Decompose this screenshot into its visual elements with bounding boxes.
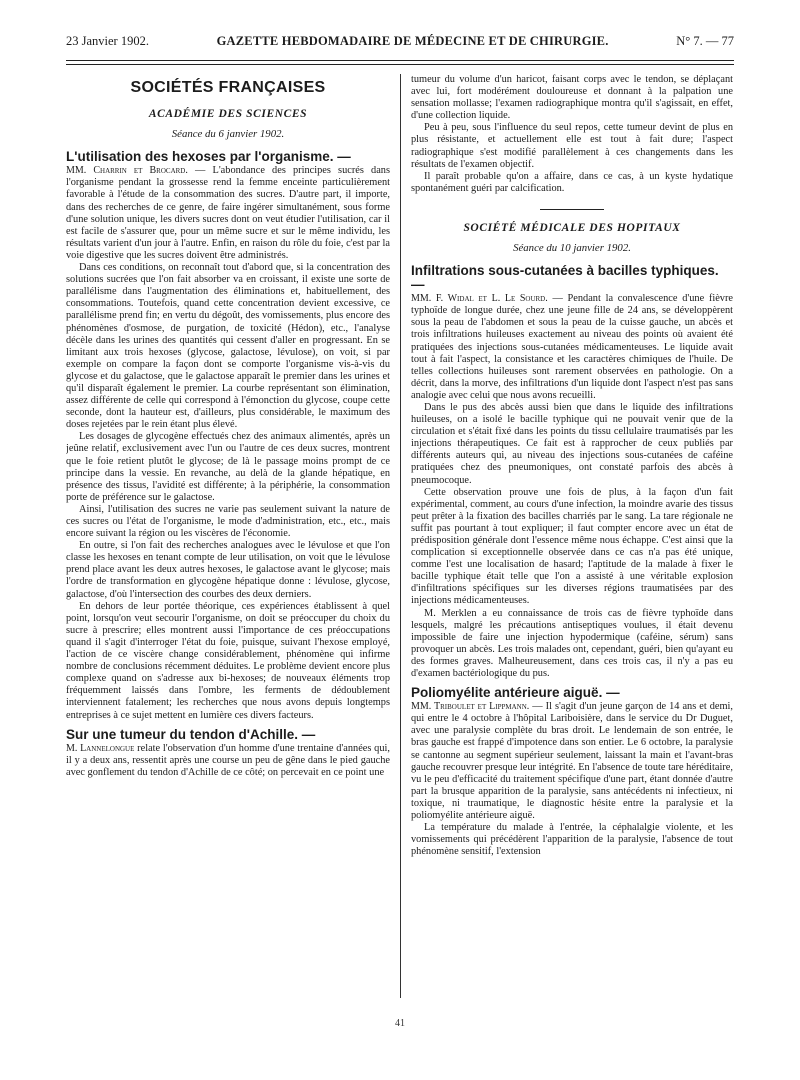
subsection-heading: ACADÉMIE DES SCIENCES xyxy=(148,108,308,121)
article-paragraph: Peu à peu, sous l'influence du seul repos, cette tumeur devint de plus en plus résistante, et actuellement elle est tout à fait dure; l'aspect radiographique s'est modifié parallèlement à ces changements dans les résultats de l'examen objectif. xyxy=(411,122,733,170)
article-paragraph: Il paraît probable qu'on a affaire, dans ce cas, à un kyste hydatique spontanément guéri par calcification. xyxy=(411,170,733,194)
article-paragraph: M. Merklen a eu connaissance de trois cas de fièvre typhoïde dans lesquels, malgré les précautions antiseptiques voulues, il était devenu impossible de faire une injection hypodermique (caféine, sérum) sans provoquer un abcès. Les trois malades ont, cependant, guéri, bien qu'ayant eu des formes graves. Malheureusement, dans ces trois cas, il n'y a pas eu d'examen bactériologique du pus. xyxy=(411,607,733,680)
header-date: 23 Janvier 1902. xyxy=(66,34,149,48)
section-heading: SOCIÉTÉS FRANÇAISES xyxy=(130,79,326,96)
article-title: Poliomyélite antérieure aiguë. — xyxy=(411,685,620,701)
article-paragraph: La température du malade à l'entrée, la céphalalgie violente, et les vomissements qui précédèrent l'apparition de la paralysie, l'absence de tout phénomène sensitif, l'extension xyxy=(411,822,733,858)
article-paragraph: MM. F. Widal et L. Le Sourd. — Pendant la convalescence d'une fièvre typhoïde de longue durée, chez une jeune fille de 24 ans, se développèrent sous la peau de l'abdomen et sous la peau de la cuisse gauche, un abcès et trois infiltrations huileuses exactement au niveau des points où avaient été pratiquées des injections sous-cutanées médicamenteuses. Le liquide avait tout à fait l'aspect, la consistance et les caractères chimiques de l'huile. De telles collections huileuses sont rarement observées en pathologie. On a décrit, dans la morve, des infiltrations d'un liquide dont l'aspect n'est pas sans analogie avec celui que nous avons recueilli. xyxy=(411,293,733,401)
article-paragraph: En outre, si l'on fait des recherches analogues avec le lévulose et que l'on classe les hexoses en tenant compte de leur utilisation, on voit que le lévulose prend place avant les deux autres hexoses, le galactose avant le glycose; mais l'ordre de transformation en glycogène hépatique donne : lévulose, glycose, galactose, d'où l'intersection des courbes des deux derniers. xyxy=(66,540,390,600)
journal-title: GAZETTE HEBDOMADAIRE DE MÉDECINE ET DE CHIRURGIE. xyxy=(216,34,609,48)
article-paragraph: Ainsi, l'utilisation des sucres ne varie pas seulement suivant la nature de ces sucres ou l'état de l'organisme, le mode d'administration, etc., etc., mais encore suivant la région ou les viscères de l'économie. xyxy=(66,503,390,540)
article-authors: MM. Charrin et Brocard. xyxy=(66,165,188,177)
session-date: Séance du 6 janvier 1902. xyxy=(171,128,285,141)
article-authors: M. Lannelongue xyxy=(66,742,135,754)
header-rule-thin xyxy=(66,64,734,65)
article-paragraph: En dehors de leur portée théorique, ces expériences établissent à quel point, lorsqu'on veut secourir l'organisme, on doit se préoccuper du choix du sucre à prescrire; elles montrent aussi l'importance de ces préoccupations quand il s'agit d'interroger l'état du foie, puisque, suivant l'hexose employé, l'action de ce viscère change considérablement, phénomène qui infirme nombre de conclusions récemment déduites. Le problème devient encore plus complexe quand on s'adresse aux bi-hexoses; de nouveaux éléments trop fréquemment laissés dans l'ombre, les ferments de dédoublement interviennent fatalement; les recherches que nous avons depuis longtemps entreprises à ce sujet mettent en lumière ces divers facteurs. xyxy=(66,600,390,721)
header-issue: N° 7. — 77 xyxy=(676,34,734,48)
page-folio: 41 xyxy=(395,1018,405,1029)
article-title: L'utilisation des hexoses par l'organisme. — xyxy=(66,149,351,165)
left-column xyxy=(66,74,390,998)
header-rule-thick xyxy=(66,60,734,61)
right-column xyxy=(411,74,733,998)
section-separator xyxy=(540,209,604,210)
article-authors: MM. F. Widal et L. Le Sourd. xyxy=(411,293,548,305)
subsection-heading: SOCIÉTÉ MÉDICALE DES HOPITAUX xyxy=(463,221,681,234)
article-paragraph: MM. Charrin et Brocard. — L'abondance des principes sucrés dans l'organisme pendant la grossesse rend la femme enceinte particulièrement favorable à l'étude de la consommation des sucres. D'autre part, il importe, dans des recherches de ce genre, de faire ingérer simultanément, sous forme d'une solution unique, les divers sucres dont on veut étudier l'utilisation, car il est facile de s'assurer que, pour un même sucre et sur le même individu, les résultats varient d'un jour à l'autre. Enfin, en raison du rôle du foie, c'est par la voie digestive que les sucres doivent être administrés. xyxy=(66,165,390,261)
running-header xyxy=(66,34,734,49)
column-divider xyxy=(400,74,401,998)
article-authors: MM. Triboulet et Lippmann. xyxy=(411,701,530,713)
article-paragraph: Cette observation prouve une fois de plus, à la façon d'un fait expérimental, comment, au cours d'une infection, la moindre avarie des tissus peut prêter à la fixation des bacilles charriés par le sang. La tare régionale ne suffit pas pourtant à tout expliquer; il faut compter encore avec un état de prédisposition générale dont l'essence même nous échappe. C'est ainsi que la complication si exceptionnelle observée dans ce cas n'a pas été unique, comme l'est une localisation de hasard; l'aptitude de la malade à fixer le bacille typhique était telle que l'on a assisté à une véritable explosion d'infiltrations spécifiques sur les diverses régions traumatisées par des injections médicamenteuses. xyxy=(411,486,733,607)
article-paragraph: Dans le pus des abcès aussi bien que dans le liquide des infiltrations huileuses, on a isolé le bacille typhique qui ne pouvait venir que de la circulation et s'était fixé dans les points du tissu cellulaire traumatisés par les injections thérapeutiques. Ce fait est à rapprocher de ceux publiés par différents auteurs qui, au niveau des injections sous-cutanées de caféine pratiquées chez des pneumoniques, ont constaté parfois des abcès à pneumocoque. xyxy=(411,401,733,486)
article-paragraph: Les dosages de glycogène effectués chez des animaux alimentés, après un jeûne relatif, exclusivement avec l'un ou l'autre de ces deux sucres, montrent que le foie retient plutôt le glycose; de là le passage moins prompt de ce principe dans la vessie. En revanche, au delà de la glande hépatique, en présence des tissus, l'avidité est différente; à la périphérie, la consommation porte de préférence sur le galactose. xyxy=(66,431,390,503)
article-paragraph: tumeur du volume d'un haricot, faisant corps avec le tendon, se déplaçant avec lui, fort modérément douloureuse et donnant à la palpation une sensation mollasse; l'examen radiographique montra qu'il s'agissait, en effet, d'une collection liquide. xyxy=(411,74,733,122)
article-title: Sur une tumeur du tendon d'Achille. — xyxy=(66,726,316,742)
article-paragraph: Dans ces conditions, on reconnaît tout d'abord que, si la concentration des solutions sucrées que l'on fait absorber va en croissant, il existe une sorte de parallélisme dans l'augmentation des éliminations et, habituellement, des consommations. Toutefois, quand cette concentration devient excessive, ce parallélisme prend fin; en vertu du dégoût, des vomissements, plus encore des phénomènes d'osmose, de purgation, de toxicité (Hédon), etc., l'analyse décèle dans les urines des quantités qui cessent d'aller en progressant. En se limitant aux trois hexoses (glycose, galactose, lévulose), on voit, si par exemple on compare la façon dont se comporte l'organisme vis-à-vis du glycose et du galactose, que le galactose apparaît le premier dans les urines et qu'il disparaît également le premier. La courbe représentant son élimination, assez différente de celle qui correspond à l'émonction du glycose, coupe cette seconde, dont la hauteur est, d'ailleurs, plus considérable, le maximum des doses rejetées par le rein étant plus élevé. xyxy=(66,262,390,431)
article-paragraph: M. Lannelongue relate l'observation d'un homme d'une trentaine d'années qui, il y a deux ans, ressentit après une course un peu de gêne dans le pied gauche avec gonflement du tendon d'Achille de ce côté; on percevait en ce point une xyxy=(66,742,390,778)
article-paragraph: MM. Triboulet et Lippmann. — Il s'agit d'un jeune garçon de 14 ans et demi, qui entre le 4 octobre à l'hôpital Lariboisière, dans le service du Dr Duguet, avec une paralysie complète du bras droit. Le lendemain de son entrée, le bras gauche est frappé d'impotence dans son entier. Le 6 octobre, la paralysie se cantonne au segment supérieur seulement, laissant la main et l'avant-bras gauche recouvrer presque leur intégrité. En l'absence de toute tare héréditaire, vu le peu d'efficacité du traitement spécifique d'une part, étant donnée d'autre part la brusque apparition de la paralysie, sans antécédents ni infectieux, ni toxique, ni traumatique, le diagnostic hésite entre la paralysie et la poliomyélite antérieure aiguë. xyxy=(411,701,733,821)
article-title: Infiltrations sous-cutanées à bacilles typhiques. — xyxy=(411,263,719,293)
session-date: Séance du 10 janvier 1902. xyxy=(513,242,631,255)
